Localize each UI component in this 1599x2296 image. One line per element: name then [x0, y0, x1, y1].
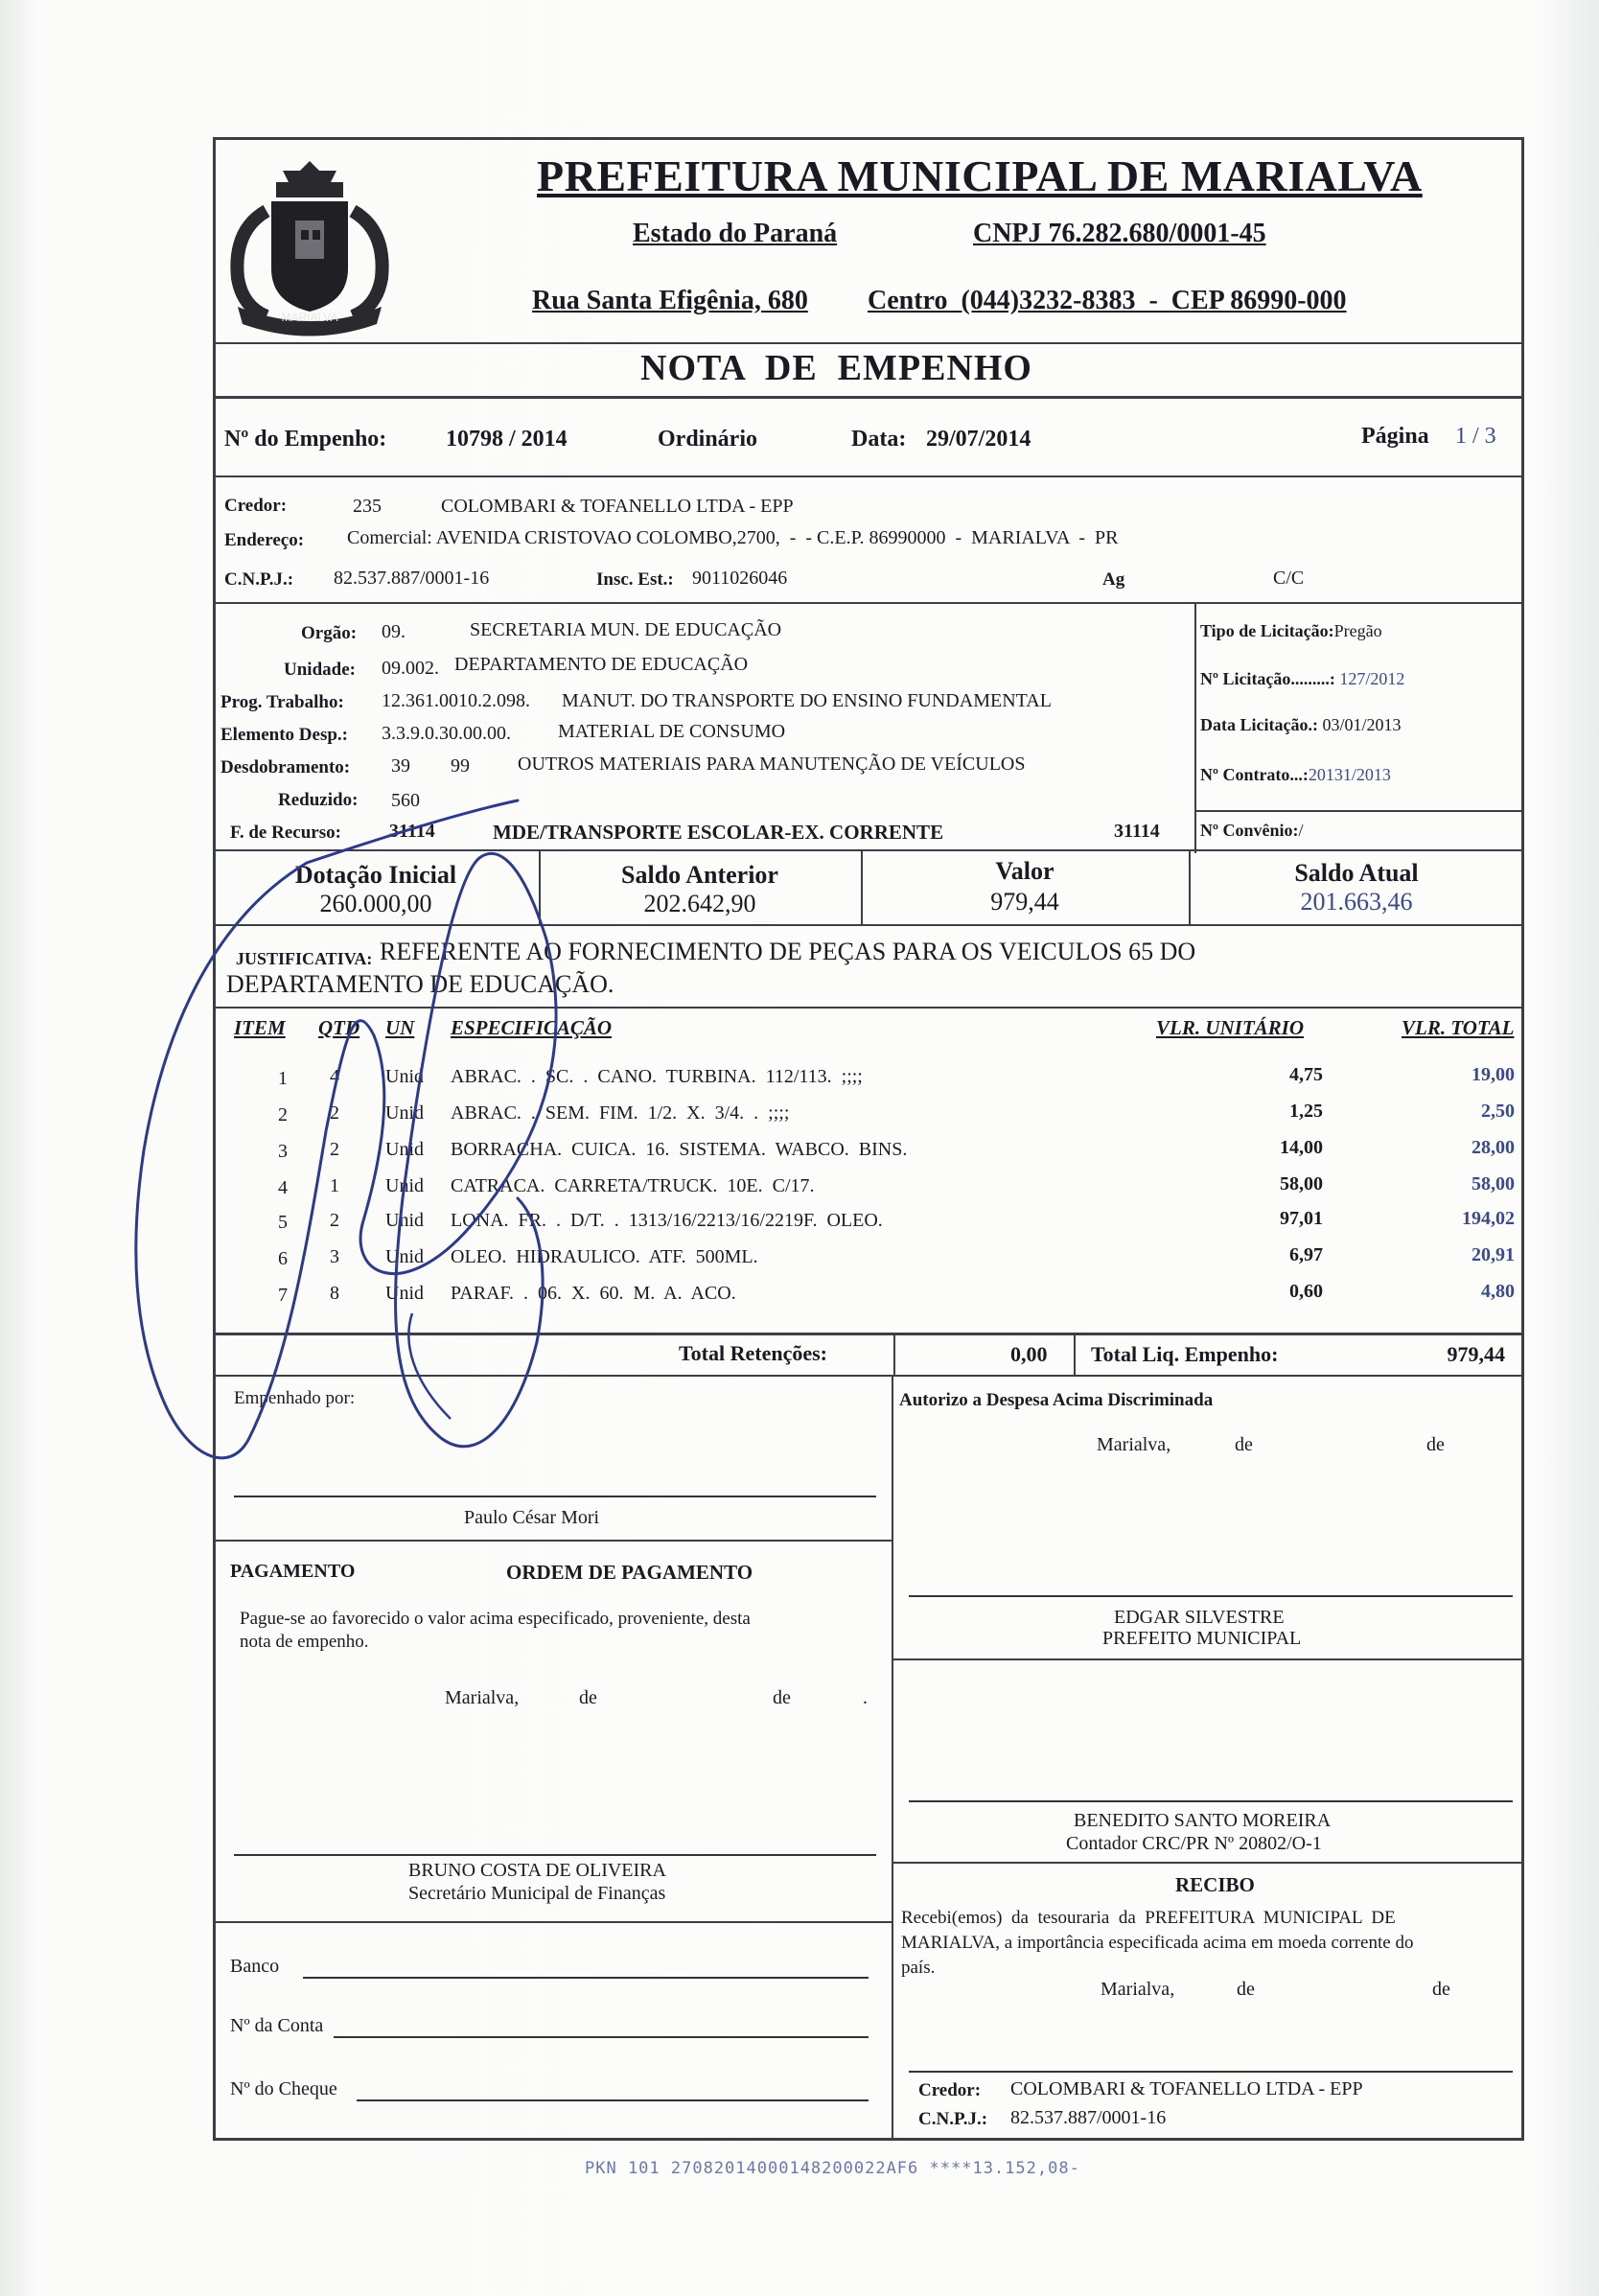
retencoes-value: 0,00	[1010, 1342, 1048, 1366]
recibo-credor-label: Credor:	[918, 2080, 982, 2100]
item-total: 58,00	[1472, 1173, 1515, 1194]
divider	[1194, 602, 1196, 853]
elemento-label: Elemento Desp.:	[220, 725, 348, 745]
dotacao-label: Dotação Inicial	[294, 861, 457, 889]
header-street: Rua Santa Efigênia, 680	[532, 286, 808, 315]
retencoes-label: Total Retenções:	[679, 1341, 827, 1365]
item-qtd: 2	[330, 1139, 339, 1160]
insc-value: 9011026046	[692, 568, 788, 589]
header-contact: Centro (044)3232-8383 - CEP 86990-000	[868, 286, 1347, 315]
licitacao-number-field	[1200, 669, 1404, 689]
recibo-de1: de	[1237, 1979, 1255, 2000]
item-spec: ABRAC. . SC. . CANO. TURBINA. 112/113. ;;;;	[451, 1066, 863, 1087]
empenho-type: Ordinário	[658, 427, 758, 452]
fonte-code: 31114	[389, 821, 435, 842]
divider	[892, 1375, 893, 2141]
licitacao-number: 127/2012	[1339, 669, 1405, 688]
fonte-label: F. de Recurso:	[230, 823, 341, 843]
insc-label: Insc. Est.:	[596, 569, 674, 590]
autorizo-de1: de	[1235, 1434, 1253, 1455]
prog-label: Prog. Trabalho:	[220, 692, 344, 712]
item-number: 1	[278, 1068, 288, 1089]
empenhado-label: Empenhado por:	[234, 1388, 356, 1408]
divider	[892, 1658, 1524, 1660]
account-label: C/C	[1273, 568, 1305, 589]
divider	[213, 342, 1524, 344]
total-liquido-label: Total Liq. Empenho:	[1091, 1342, 1279, 1366]
contrato-label: Nº Contrato...:	[1200, 765, 1309, 784]
item-spec: ABRAC. . SEM. FIM. 1/2. X. 3/4. . ;;;;	[451, 1102, 790, 1124]
saldo-atual-value: 201.663,46	[1300, 888, 1413, 916]
pagamento-de1: de	[579, 1687, 597, 1708]
cheque-field-line	[357, 2099, 869, 2101]
col-header-total: VLR. TOTAL	[1402, 1016, 1515, 1039]
orgao-code: 09.	[382, 621, 406, 642]
credor-name: COLOMBARI & TOFANELLO LTDA - EPP	[441, 496, 794, 517]
justificativa-label: JUSTIFICATIVA:	[236, 949, 373, 968]
empenhado-signer: Paulo César Mori	[464, 1507, 600, 1528]
item-spec: CATRACA. CARRETA/TRUCK. 10E. C/17.	[451, 1175, 815, 1196]
item-number: 2	[278, 1104, 288, 1125]
divider	[213, 1007, 1524, 1009]
prefeito-name: EDGAR SILVESTRE	[1114, 1607, 1285, 1628]
dotacao-value: 260.000,00	[319, 890, 432, 917]
conta-field-line	[334, 2036, 869, 2038]
autorizo-city: Marialva,	[1097, 1434, 1171, 1455]
item-unit-price: 0,60	[1289, 1281, 1323, 1302]
item-number: 6	[278, 1248, 288, 1269]
recibo-credor-name: COLOMBARI & TOFANELLO LTDA - EPP	[1010, 2078, 1363, 2099]
total-liquido-value: 979,44	[1447, 1342, 1505, 1366]
col-header-item: ITEM	[234, 1016, 286, 1039]
elemento-name: MATERIAL DE CONSUMO	[558, 721, 786, 742]
contador-name: BENEDITO SANTO MOREIRA	[1074, 1810, 1332, 1831]
autorizo-label: Autorizo a Despesa Acima Discriminada	[899, 1390, 1214, 1410]
orgao-label: Orgão:	[301, 623, 358, 643]
item-total: 2,50	[1481, 1101, 1515, 1122]
divider	[213, 924, 1524, 926]
saldo-anterior-label: Saldo Anterior	[621, 861, 778, 889]
item-spec: PARAF. . 06. X. 60. M. A. ACO.	[451, 1283, 736, 1304]
col-header-unit-price: VLR. UNITÁRIO	[1156, 1016, 1305, 1039]
desdobramento-code: 39	[391, 755, 410, 777]
empenho-date: 29/07/2014	[926, 427, 1031, 452]
divider	[213, 1333, 1524, 1335]
fonte-code-right: 31114	[1114, 821, 1160, 842]
item-unit-price: 14,00	[1280, 1137, 1323, 1158]
agency-label: Ag	[1102, 569, 1125, 590]
unidade-name: DEPARTAMENTO DE EDUCAÇÃO	[454, 654, 749, 675]
item-spec: LONA. FR. . D/T. . 1313/16/2213/16/2219F. OLEO.	[451, 1210, 883, 1231]
saldo-anterior-value: 202.642,90	[643, 890, 756, 917]
page-number-label: Página	[1361, 424, 1429, 449]
item-total: 194,02	[1462, 1208, 1515, 1229]
item-unit: Unid	[385, 1210, 424, 1231]
desdobramento-sub: 99	[451, 755, 470, 777]
pagamento-text-line1: Pague-se ao favorecido o valor acima especificado, proveniente, desta	[240, 1609, 751, 1629]
prog-code: 12.361.0010.2.098.	[382, 690, 530, 711]
justificativa-line1: REFERENTE AO FORNECIMENTO DE PEÇAS PARA OS VEICULOS 65 DO	[380, 938, 1196, 965]
credor-label: Credor:	[224, 496, 288, 516]
item-unit: Unid	[385, 1066, 424, 1087]
secretario-role: Secretário Municipal de Finanças	[408, 1883, 666, 1904]
signature-line	[909, 1800, 1513, 1802]
credor-code: 235	[353, 496, 382, 517]
valor-label: Valor	[995, 857, 1054, 885]
licitacao-date-field	[1200, 715, 1401, 735]
item-qtd: 1	[330, 1175, 339, 1196]
col-header-qtd: QTD	[318, 1016, 360, 1039]
prefeito-role: PREFEITO MUNICIPAL	[1102, 1628, 1302, 1649]
item-number: 4	[278, 1177, 288, 1198]
item-unit: Unid	[385, 1175, 424, 1196]
orgao-name: SECRETARIA MUN. DE EDUCAÇÃO	[470, 619, 782, 640]
banco-field-line	[303, 1977, 869, 1979]
item-unit: Unid	[385, 1139, 424, 1160]
recibo-de2: de	[1432, 1979, 1450, 2000]
convenio-number: /	[1298, 821, 1304, 840]
divider	[213, 1921, 892, 1923]
contrato-field	[1200, 765, 1391, 785]
saldo-atual-label: Saldo Atual	[1294, 859, 1419, 887]
divider	[213, 602, 1524, 604]
col-header-un: UN	[385, 1016, 415, 1039]
divider	[213, 396, 1524, 399]
page-number: 1 / 3	[1455, 424, 1496, 449]
conta-label: Nº da Conta	[230, 2015, 324, 2036]
item-number: 7	[278, 1285, 288, 1306]
desdobramento-name: OUTROS MATERIAIS PARA MANUTENÇÃO DE VEÍCULOS	[518, 754, 1026, 775]
signature-line	[909, 2071, 1513, 2073]
page-title: PREFEITURA MUNICIPAL DE MARIALVA	[537, 151, 1423, 200]
reduzido-value: 560	[391, 790, 420, 811]
item-unit: Unid	[385, 1246, 424, 1267]
item-qtd: 3	[330, 1246, 339, 1267]
address-label: Endereço:	[224, 530, 305, 550]
signature-line	[234, 1496, 876, 1497]
fonte-name: MDE/TRANSPORTE ESCOLAR-EX. CORRENTE	[493, 821, 944, 844]
autorizo-de2: de	[1426, 1434, 1445, 1455]
svg-text:MARIALVA: MARIALVA	[281, 311, 338, 324]
divider	[893, 1333, 895, 1375]
licitacao-type: Pregão	[1333, 621, 1382, 640]
pagamento-label: PAGAMENTO	[230, 1561, 356, 1582]
pagamento-dot: .	[863, 1687, 868, 1708]
justificativa-line2: DEPARTAMENTO DE EDUCAÇÃO.	[226, 970, 614, 998]
contrato-number: 20131/2013	[1308, 765, 1391, 784]
municipal-coat-of-arms-logo	[219, 153, 401, 345]
item-unit-price: 1,25	[1289, 1101, 1323, 1122]
item-number: 3	[278, 1141, 288, 1162]
item-total: 28,00	[1472, 1137, 1515, 1158]
footer-code: PKN 101 27082014000148200022AF6 ****13.152,08-	[585, 2159, 1080, 2178]
licitacao-type-label: Tipo de Licitação:	[1200, 621, 1334, 640]
empenho-date-label: Data:	[851, 427, 907, 452]
contador-role: Contador CRC/PR Nº 20802/O-1	[1066, 1833, 1322, 1854]
reduzido-label: Reduzido:	[278, 790, 359, 810]
item-number: 5	[278, 1212, 288, 1233]
convenio-field	[1200, 821, 1303, 841]
item-unit-price: 97,01	[1280, 1208, 1323, 1229]
licitacao-number-label: Nº Licitação.........:	[1200, 669, 1335, 688]
unidade-label: Unidade:	[284, 660, 356, 680]
empenho-number: 10798 / 2014	[446, 427, 568, 452]
licitacao-date: 03/01/2013	[1322, 715, 1402, 734]
item-total: 20,91	[1472, 1244, 1515, 1265]
recibo-cnpj: 82.537.887/0001-16	[1010, 2107, 1167, 2128]
item-unit-price: 58,00	[1280, 1173, 1323, 1194]
item-qtd: 8	[330, 1283, 339, 1304]
unidade-code: 09.002.	[382, 658, 439, 679]
item-spec: BORRACHA. CUICA. 16. SISTEMA. WABCO. BINS.	[451, 1139, 908, 1160]
elemento-code: 3.3.9.0.30.00.00.	[382, 723, 511, 744]
credor-cnpj: 82.537.887/0001-16	[334, 568, 490, 589]
cheque-label: Nº do Cheque	[230, 2078, 337, 2099]
item-spec: OLEO. HIDRAULICO. ATF. 500ML.	[451, 1246, 758, 1267]
item-unit: Unid	[385, 1283, 424, 1304]
licitacao-type-field	[1200, 621, 1382, 641]
recibo-city: Marialva,	[1101, 1979, 1175, 2000]
divider	[1074, 1333, 1076, 1375]
item-unit: Unid	[385, 1102, 424, 1124]
header-cnpj: CNPJ 76.282.680/0001-45	[973, 219, 1266, 248]
credor-address: Comercial: AVENIDA CRISTOVAO COLOMBO,2700, - - C.E.P. 86990000 - MARIALVA - PR	[347, 527, 1119, 548]
banco-label: Banco	[230, 1956, 280, 1977]
item-qtd: 2	[330, 1210, 339, 1231]
recibo-line2: MARIALVA, a importância especificada acima em moeda corrente do	[901, 1933, 1414, 1953]
ordem-pagamento-label: ORDEM DE PAGAMENTO	[506, 1561, 753, 1584]
licitacao-date-label: Data Licitação.:	[1200, 715, 1318, 734]
item-qtd: 4	[330, 1066, 339, 1087]
credor-cnpj-label: C.N.P.J.:	[224, 569, 294, 590]
document-title: NOTA DE EMPENHO	[640, 348, 1032, 388]
state-name: Estado do Paraná	[633, 219, 838, 248]
item-unit-price: 6,97	[1289, 1244, 1323, 1265]
item-qtd: 2	[330, 1102, 339, 1124]
recibo-cnpj-label: C.N.P.J.:	[918, 2109, 988, 2129]
convenio-label: Nº Convênio:	[1200, 821, 1299, 840]
secretario-name: BRUNO COSTA DE OLIVEIRA	[408, 1860, 666, 1881]
col-header-spec: ESPECIFICAÇÃO	[451, 1016, 613, 1039]
item-total: 19,00	[1472, 1064, 1515, 1085]
pagamento-de2: de	[773, 1687, 791, 1708]
signature-line	[909, 1595, 1513, 1597]
divider	[213, 849, 1524, 851]
divider	[213, 475, 1524, 477]
signature-line	[234, 1854, 876, 1856]
recibo-line3: país.	[901, 1958, 936, 1978]
prog-name: MANUT. DO TRANSPORTE DO ENSINO FUNDAMENTAL	[562, 690, 1052, 711]
item-unit-price: 4,75	[1289, 1064, 1323, 1085]
item-total: 4,80	[1481, 1281, 1515, 1302]
valor-value: 979,44	[990, 888, 1059, 916]
recibo-label: RECIBO	[1175, 1873, 1255, 1896]
pagamento-city: Marialva,	[445, 1687, 520, 1708]
desdobramento-label: Desdobramento:	[220, 757, 351, 777]
divider	[213, 1540, 892, 1542]
pagamento-text-line2: nota de empenho.	[240, 1632, 369, 1652]
divider	[213, 1375, 1524, 1377]
recibo-line1: Recebi(emos) da tesouraria da PREFEITURA MUNICIPAL DE	[901, 1908, 1396, 1928]
empenho-number-label: Nº do Empenho:	[224, 427, 387, 452]
divider	[1194, 810, 1524, 812]
divider	[892, 1862, 1524, 1864]
